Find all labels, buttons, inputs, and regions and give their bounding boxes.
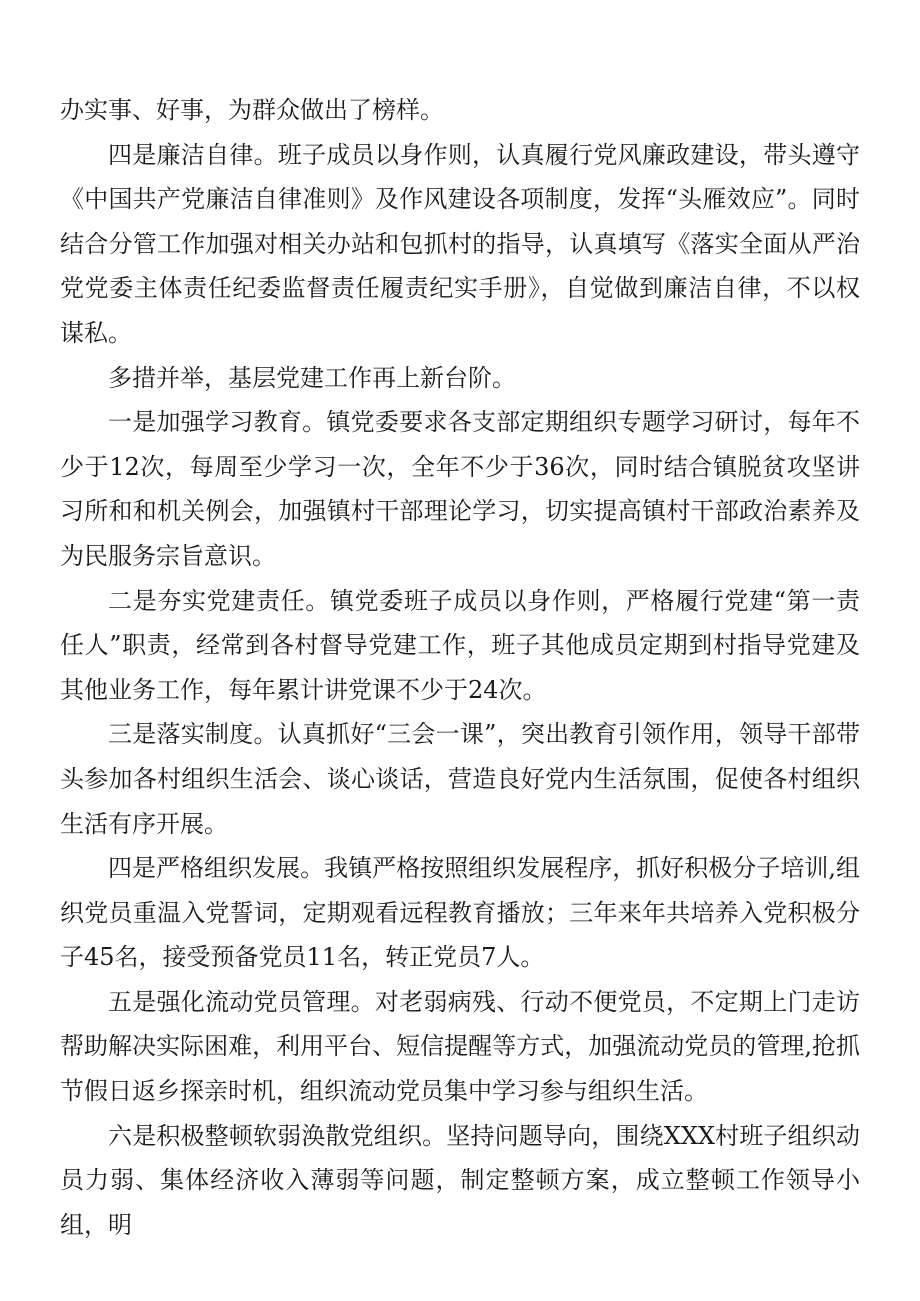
paragraph-organization-development: 四是严格组织发展。我镇严格按照组织发展程序，抓好积极分子培训,组织党员重温入党誓词，定期观看远程教育播放；三年来年共培养入党积极分子45名，接受预备党员11名，转正党员7人。 [60, 854, 860, 972]
paragraph-party-responsibility: 二是夯实党建责任。镇党委班子成员以身作则，严格履行党建“第一责任人”职责，经常到各村督导党建工作，班子其他成员定期到村指导党建及其他业务工作，每年累计讲党课不少于24次。 [60, 586, 860, 704]
paragraph-continuation: 办实事、好事，为群众做出了榜样。 [60, 96, 444, 124]
paragraph-mobile-members: 五是强化流动党员管理。对老弱病残、行动不便党员，不定期上门走访帮助解决实际困难，利用平台、短信提醒等方式，加强流动党员的管理,抢抓节假日返乡探亲时机，组织流动党员集中学习参与组织生活。 [60, 987, 860, 1106]
paragraph-section-heading: 多措并举，基层党建工作再上新台阶。 [108, 363, 516, 392]
paragraph-rectify-weak-organizations: 六是积极整顿软弱涣散党组织。坚持问题导向，围绕XXX村班子组织动员力弱、集体经济收入薄弱等问题，制定整顿方案，成立整顿工作领导小组，明 [60, 1121, 860, 1239]
paragraph-study-education: 一是加强学习教育。镇党委要求各支部定期组织专题学习研讨，每年不少于12次，每周至少学习一次，全年不少于36次，同时结合镇脱贫攻坚讲习所和和机关例会，加强镇村干部理论学习，切实提高镇村干部政治素养及为民服务宗旨意识。 [60, 408, 860, 570]
paragraph-implement-system: 三是落实制度。认真抓好“三会一课”，突出教育引领作用，领导干部带头参加各村组织生活会、谈心谈话，营造良好党内生活氛围，促使各村组织生活有序开展。 [60, 720, 860, 838]
paragraph-integrity-self-discipline: 四是廉洁自律。班子成员以身作则，认真履行党风廉政建设，带头遵守《中国共产党廉洁自律准则》及作风建设各项制度，发挥“头雁效应”。同时结合分管工作加强对相关办站和包抓村的指导，认真填写《落实全面从严治党党委主体责任纪委监督责任履责纪实手册》，自觉做到廉洁自律，不以权谋私。 [60, 140, 860, 347]
